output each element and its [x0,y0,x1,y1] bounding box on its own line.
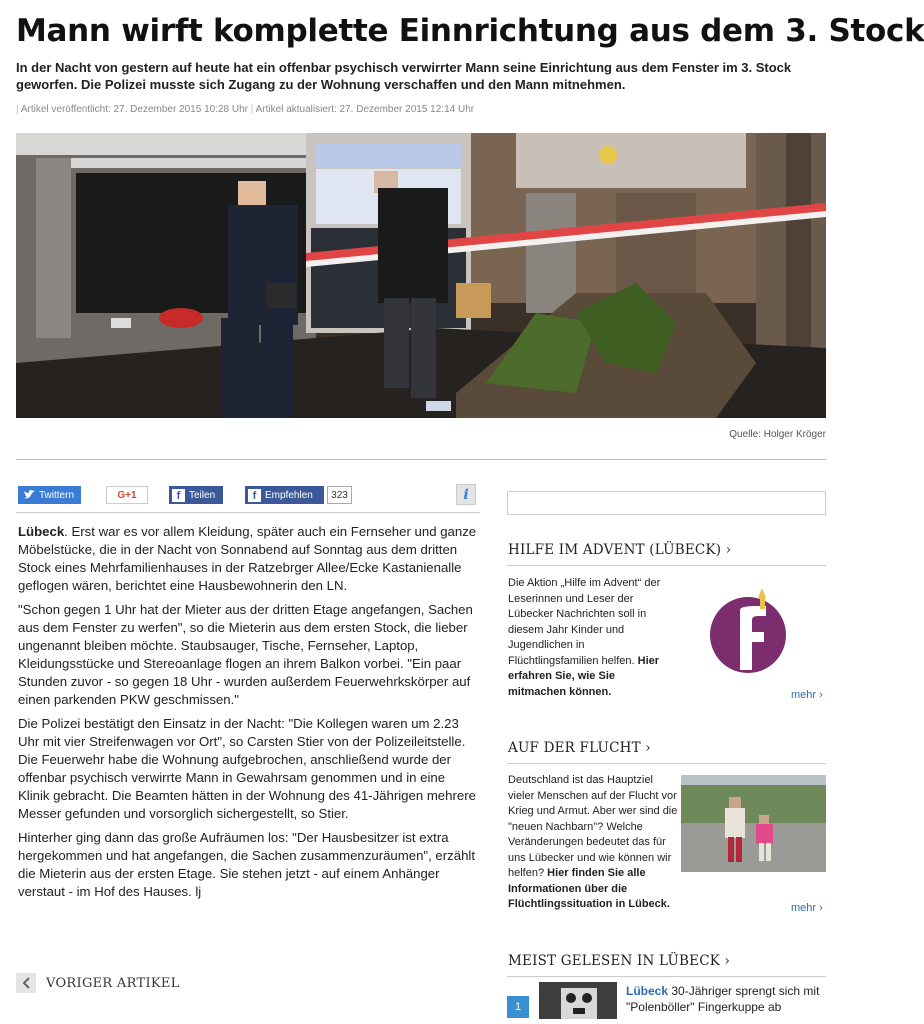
most-read-thumbnail[interactable] [539,982,617,1019]
paragraph: "Schon gegen 1 Uhr hat der Mieter aus der dritten Etage angefangen, Sachen aus dem Fenster zu werfen", so die Mieterin aus dem ersten Stock, die lieber ungenannt bleiben möchte. Staubsauger, Tische, Fernseher, Laptop, Kleidungsstücke und Stereoanlage flogen an ihrem Balkon vorbei. "Ein paar Stunden zuvor - so gegen 18 Uhr - wurden außerdem Feuerwehrkskörper auf einen parkenden PKW geschmissen." [18,602,473,707]
divider [507,565,826,566]
info-button[interactable] [456,484,476,505]
divider [507,763,826,764]
facebook-icon: f [172,489,185,502]
divider [507,976,826,977]
city-dateline: Lübeck [18,524,65,539]
flucht-photo-scene [681,775,826,872]
article-lead: In der Nacht von gestern auf heute hat ein offenbar psychisch verwirrter Mann seine Einrichtung aus dem Fenster im 3. Stock geworfen. Die Polizei musste sich Zugang zu der Wohnung verschaffen und den Mann mitnehmen. [16,60,792,92]
rank-badge: 1 [507,996,529,1018]
chevron-left-icon [16,973,36,993]
twitter-label: Twittern [39,489,75,501]
advent-cta[interactable]: Hier erfahren Sie, wie Sie mitmachen können. [508,654,660,698]
flucht-photo[interactable] [681,775,826,872]
advent-teaser: Die Aktion „Hilfe im Advent“ der Leserinnen und Leser der Lübecker Nachrichten soll in diesem Jahr Kinder und Jugendlichen in Flüchtlingsfamilien helfen. Hier erfahren Sie, wie Sie mitmachen können. [508,577,661,698]
photo-caption: Quelle: Holger Kröger [729,429,826,440]
updated-date: Artikel aktualisiert: 27. Dezember 2015 12:14 Uhr [255,104,475,115]
paragraph: Die Polizei bestätigt den Einsatz in der Nacht: "Die Kollegen waren um 2.23 Uhr mit vier Streifenwagen vor Ort", so Carsten Stier von der Polizeileitstelle. Die Feuerwehr habe die Wohnung aufgebrochen, anschließend wurde der offenbar psychisch verwirrte Mann in Gewahrsam genommen und in eine Klinik gebracht. Die Beamten hätten in der Wohnung des 41-Jährigen mehrere Messer gefunden und vorsorglich sichergestellt, so Stier. [18,716,476,821]
advent-logo[interactable] [700,580,800,680]
twitter-icon [24,490,35,500]
section-title-flucht[interactable]: AUF DER FLUCHT › [508,740,651,756]
flucht-more-link[interactable]: mehr › [791,902,823,914]
section-title-advent[interactable]: HILFE IM ADVENT (LÜBECK) › [508,542,732,558]
paragraph: Lübeck. Erst war es vor allem Kleidung, später auch ein Fernseher und ganze Möbelstücke, die in der Nacht von Sonnabend auf Sonntag aus dem dritten Stock eines Mehrfamilienhauses in der Ratzebrger Allee/Ecke Kastanienalle geflogen wären, berichtet eine Hausbewohnerin den LN. [18,524,477,593]
facebook-icon: f [248,489,261,502]
flucht-teaser: Deutschland ist das Hauptziel vieler Menschen auf der Flucht vor Krieg und Armut. Aber wer sind die "neuen Nachbarn"? Welche Veränderungen bedeutet das für uns Lübecker und wie können wir helfen? Hier finden Sie alle Informationen über die Flüchtlingssituation in Lübeck. [508,774,678,910]
published-date: Artikel veröffentlicht: 27. Dezember 2015 10:28 Uhr [20,104,249,115]
article-body [18,523,480,907]
most-read-tag: Lübeck [626,984,669,998]
facebook-share-label: Teilen [189,489,216,501]
previous-article-label: VORIGER ARTIKEL [46,975,180,991]
most-read-title: 30-Jähriger sprengt sich mit "Polenböller" Fingerkuppe ab [626,984,820,1014]
twitter-button[interactable] [18,486,81,504]
article-meta: | Artikel veröffentlicht: 27. Dezember 2015 10:28 Uhr | Artikel aktualisiert: 27. Dezember 2015 12:14 Uhr [16,104,475,115]
article-photo[interactable] [16,133,826,418]
advent-logo-graphic [700,580,800,680]
facebook-like-label: Empfehlen [265,489,313,501]
facebook-like-button[interactable] [245,486,324,504]
article-headline: Mann wirft komplette Einnrichtung aus dem 3. Stock [16,13,924,49]
divider [16,459,826,460]
photo-scene [16,133,826,418]
paragraph: Hinterher ging dann das große Aufräumen los: "Der Hausbesitzer ist extra hergekommen und hat angefangen, die Sachen zusammenzuräumen", erzählt die Mieterin aus der ersten Etage. Sie stehen jetzt - auf einem Anhänger verstaut - im Hof des Hauses. lj [18,830,476,899]
section-title-meist-gelesen[interactable]: MEIST GELESEN IN LÜBECK › [508,953,731,969]
gplus-button[interactable]: G+1 [106,486,148,504]
divider [16,512,480,513]
sidebar-search-box[interactable] [507,491,826,515]
like-count: 323 [327,486,352,504]
most-read-thumb-graphic [539,982,617,1019]
previous-article-link[interactable] [16,973,180,993]
advent-more-link[interactable]: mehr › [791,689,823,701]
most-read-item[interactable] [626,983,826,1015]
flucht-cta[interactable]: Hier finden Sie alle Informationen über die Flüchtlingssituation in Lübeck. [508,867,670,910]
info-icon: i [463,486,469,503]
facebook-share-button[interactable] [169,486,223,504]
